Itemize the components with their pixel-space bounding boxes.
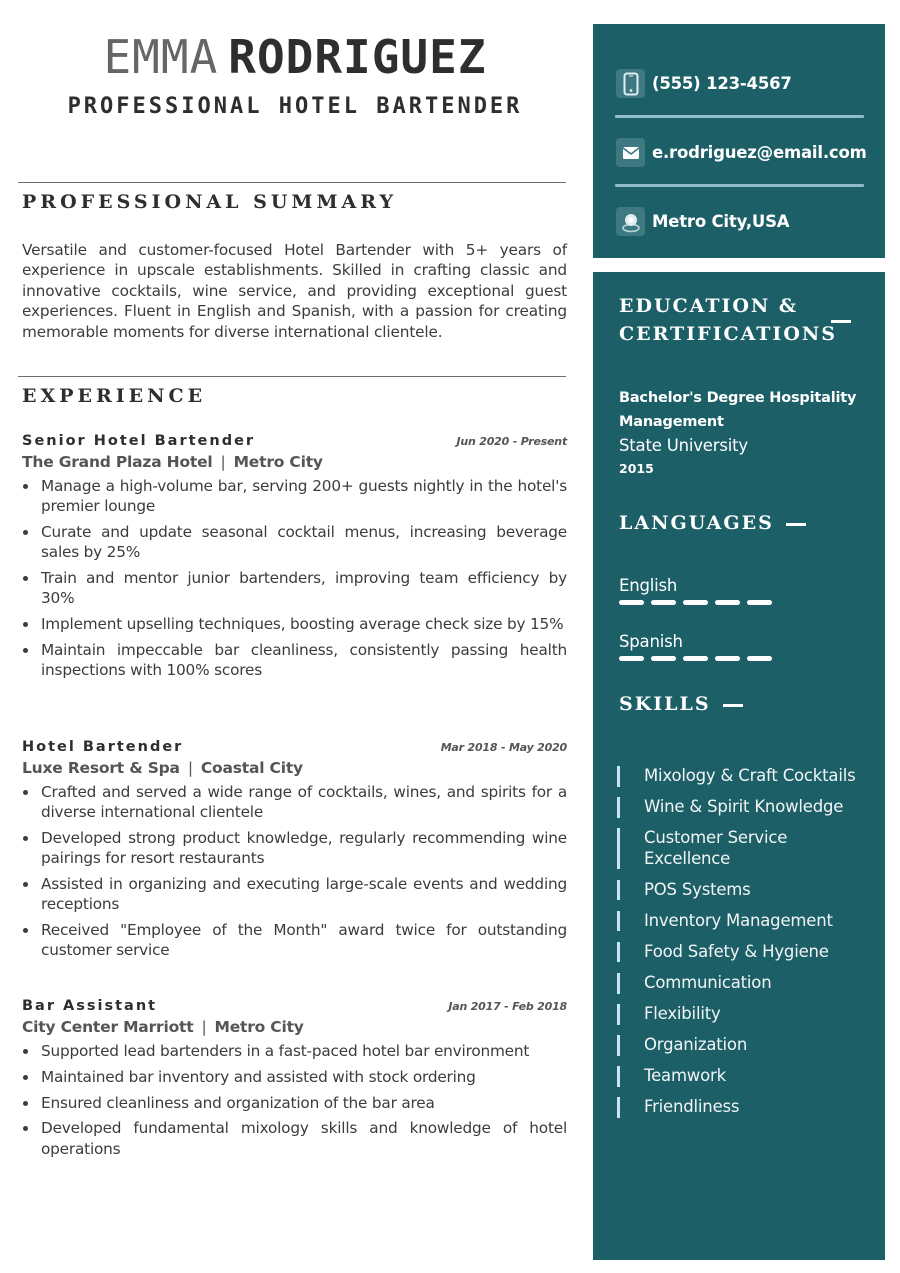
language-name: English [619,576,678,595]
school: State University [619,436,748,455]
language-level-segment [651,600,676,605]
contact-phone[interactable] [616,69,792,98]
skill-item: POS Systems [617,880,857,901]
bullet-item: Maintained bar inventory and assisted with stock ordering [22,1067,567,1087]
job-title-heading: PROFESSIONAL HOTEL BARTENDER [67,94,523,119]
language-level-segment [715,656,740,661]
language-item [619,576,772,605]
email-address: e.rodriguez@email.com [652,143,867,162]
phone-icon [616,69,645,98]
heading-dash [786,523,806,526]
job-title: Senior Hotel Bartender [22,433,256,449]
first-name: EMMA [103,30,219,84]
experience-heading: EXPERIENCE [22,385,207,407]
job-title: Hotel Bartender [22,739,184,755]
job-company-line [22,453,567,471]
skill-item: Wine & Spirit Knowledge [617,797,857,818]
language-level-segment [747,656,772,661]
separator: | [220,453,226,471]
language-level-segment [747,600,772,605]
language-item [619,632,772,661]
skills-heading [619,690,743,718]
company-location: Metro City [214,1018,304,1036]
summary-text: Versatile and customer-focused Hotel Bartender with 5+ years of experience in upscale establishments. Skilled in crafting classic and innovative cocktails, wine service, and providing exceptional guest experiences. Fluent in English and Spanish, with a passion for creating memorable moments for diverse international clientele. [22,241,567,341]
language-level-segment [651,656,676,661]
company-location: Metro City [233,453,323,471]
company-name: Luxe Resort & Spa [22,759,180,777]
phone-number: (555) 123-4567 [652,74,792,93]
language-level-segment [683,656,708,661]
job-dates: Mar 2018 - May 2020 [440,741,567,754]
contact-location [616,207,789,236]
section-divider [18,182,566,183]
job-dates: Jun 2020 - Present [456,435,567,448]
job-entry [22,739,567,966]
skill-item: Mixology & Craft Cocktails [617,766,857,787]
skill-item: Flexibility [617,1004,857,1025]
mail-icon [616,138,645,167]
summary-heading: PROFESSIONAL SUMMARY [22,191,398,213]
degree: Bachelor's Degree Hospitality Management [619,390,857,430]
bullet-item: Curate and update seasonal cocktail menus, increasing beverage sales by 25% [22,522,567,562]
bullet-item: Developed fundamental mixology skills and knowledge of hotel operations [22,1118,567,1158]
language-level [619,600,772,605]
skill-item: Teamwork [617,1066,857,1087]
education-heading-line1: EDUCATION & [619,295,799,317]
skills-list [617,766,857,1129]
bullet-item: Supported lead bartenders in a fast-paced hotel bar environment [22,1041,567,1061]
job-dates: Jan 2017 - Feb 2018 [448,1000,567,1013]
location-text: Metro City,USA [652,212,790,231]
job-company-line [22,1018,567,1036]
skill-item: Inventory Management [617,911,857,932]
language-level-segment [619,656,644,661]
job-entry [22,433,567,686]
skill-item: Communication [617,973,857,994]
language-level-segment [619,600,644,605]
graduation-year: 2015 [619,461,654,476]
company-name: The Grand Plaza Hotel [22,453,213,471]
heading-dash [723,704,743,707]
separator: | [187,759,193,777]
job-bullets [22,476,567,680]
bullet-item: Maintain impeccable bar cleanliness, consistently passing health inspections with 100% scores [22,640,567,680]
contact-divider [615,115,864,118]
bullet-item: Received "Employee of the Month" award twice for outstanding customer service [22,920,567,960]
contact-panel [593,24,885,258]
skill-item: Food Safety & Hygiene [617,942,857,963]
education-heading-line2: CERTIFICATIONS [619,323,837,345]
education-entry [619,386,869,480]
bullet-item: Developed strong product knowledge, regularly recommending wine pairings for resort restaurants [22,828,567,868]
bullet-item: Ensured cleanliness and organization of the bar area [22,1093,567,1113]
heading-dash [831,320,851,323]
language-level-segment [683,600,708,605]
languages-heading-text: LANGUAGES [619,512,774,534]
skill-item: Organization [617,1035,857,1056]
section-divider [18,376,566,377]
job-title: Bar Assistant [22,998,158,1014]
bullet-item: Assisted in organizing and executing large-scale events and wedding receptions [22,874,567,914]
job-bullets [22,782,567,960]
job-bullets [22,1041,567,1159]
candidate-name [0,30,590,84]
language-level-segment [715,600,740,605]
job-company-line [22,759,567,777]
bullet-item: Manage a high-volume bar, serving 200+ guests nightly in the hotel's premier lounge [22,476,567,516]
skills-heading-text: SKILLS [619,693,711,715]
contact-email[interactable] [616,138,867,167]
last-name: RODRIGUEZ [228,30,487,84]
bullet-item: Train and mentor junior bartenders, improving team efficiency by 30% [22,568,567,608]
sidebar-panel [593,272,885,1260]
job-entry [22,998,567,1164]
company-location: Coastal City [200,759,303,777]
bullet-item: Crafted and served a wide range of cocktails, wines, and spirits for a diverse international clientele [22,782,567,822]
education-heading [619,292,837,348]
language-name: Spanish [619,632,683,651]
separator: | [201,1018,207,1036]
company-name: City Center Marriott [22,1018,194,1036]
contact-divider [615,184,864,187]
language-level [619,656,772,661]
skill-item: Customer Service Excellence [617,828,797,869]
bullet-item: Implement upselling techniques, boosting average check size by 15% [22,614,567,634]
skill-item: Friendliness [617,1097,857,1118]
languages-heading [619,509,806,537]
location-pin-icon [616,207,645,236]
